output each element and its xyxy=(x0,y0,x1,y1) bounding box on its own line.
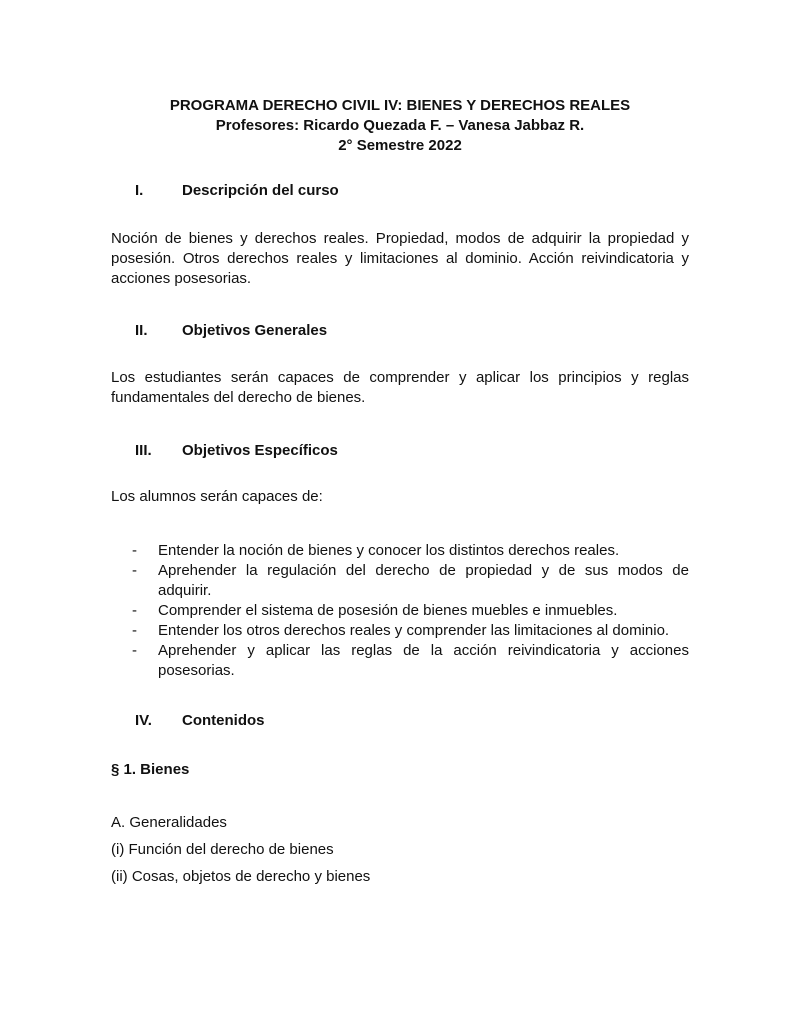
list-item xyxy=(111,601,689,621)
content-item-i: (i) Función del derecho de bienes xyxy=(111,841,334,858)
paragraph-line: Noción de bienes y derechos reales. Propiedad, modos de adquirir la propiedad y xyxy=(111,230,689,247)
list-item xyxy=(111,641,689,681)
section-heading-general-objectives xyxy=(135,321,327,340)
section-title: Objetivos Generales xyxy=(182,322,328,339)
list-item-line: adquirir. xyxy=(158,582,212,599)
section-number: II. xyxy=(135,322,148,339)
list-item-line: posesorias. xyxy=(158,662,235,679)
section-number: III. xyxy=(135,442,152,459)
list-item-line: Entender la noción de bienes y conocer los distintos derechos reales. xyxy=(158,542,620,559)
part-a-heading: A. Generalidades xyxy=(111,814,227,831)
paragraph-line: Los estudiantes serán capaces de comprender y aplicar los principios y reglas xyxy=(111,369,689,386)
paragraph-line: acciones posesorias. xyxy=(111,270,252,287)
list-dash: - xyxy=(132,622,137,639)
paragraph-line: fundamentales del derecho de bienes. xyxy=(111,389,366,406)
section-title: Objetivos Específicos xyxy=(182,442,338,459)
section-number: I. xyxy=(135,182,144,199)
specific-objectives-list xyxy=(111,541,689,681)
section-heading-description xyxy=(135,181,339,200)
specific-objectives-intro: Los alumnos serán capaces de: xyxy=(111,488,323,505)
section-title: Descripción del curso xyxy=(182,182,339,199)
section-heading-contents xyxy=(135,711,265,730)
list-item-line: Aprehender y aplicar las reglas de la acción reivindicatoria y acciones xyxy=(158,642,689,659)
general-objectives-paragraph xyxy=(111,368,689,408)
document-title: PROGRAMA DERECHO CIVIL IV: BIENES Y DERECHOS REALES xyxy=(169,97,631,114)
section-title: Contenidos xyxy=(182,712,265,729)
paragraph-line: posesión. Otros derechos reales y limitaciones al dominio. Acción reivindicatoria y xyxy=(111,250,689,267)
list-item xyxy=(111,621,689,641)
list-dash: - xyxy=(132,562,137,579)
list-item-line: Comprender el sistema de posesión de bienes muebles e inmuebles. xyxy=(158,602,618,619)
list-dash: - xyxy=(132,602,137,619)
list-item-line: Entender los otros derechos reales y comprender las limitaciones al dominio. xyxy=(158,622,670,639)
section-number: IV. xyxy=(135,712,152,729)
list-dash: - xyxy=(132,542,137,559)
professors-line: Profesores: Ricardo Quezada F. – Vanesa Jabbaz R. xyxy=(215,117,585,134)
list-item xyxy=(111,541,689,561)
list-dash: - xyxy=(132,642,137,659)
description-paragraph xyxy=(111,229,689,289)
subsection-title: § 1. Bienes xyxy=(111,761,190,778)
content-item-ii: (ii) Cosas, objetos de derecho y bienes xyxy=(111,868,371,885)
list-item xyxy=(111,561,689,601)
section-heading-specific-objectives xyxy=(135,441,338,460)
list-item-line: Aprehender la regulación del derecho de propiedad y de sus modos de xyxy=(158,562,689,579)
semester-line: 2° Semestre 2022 xyxy=(338,137,462,154)
